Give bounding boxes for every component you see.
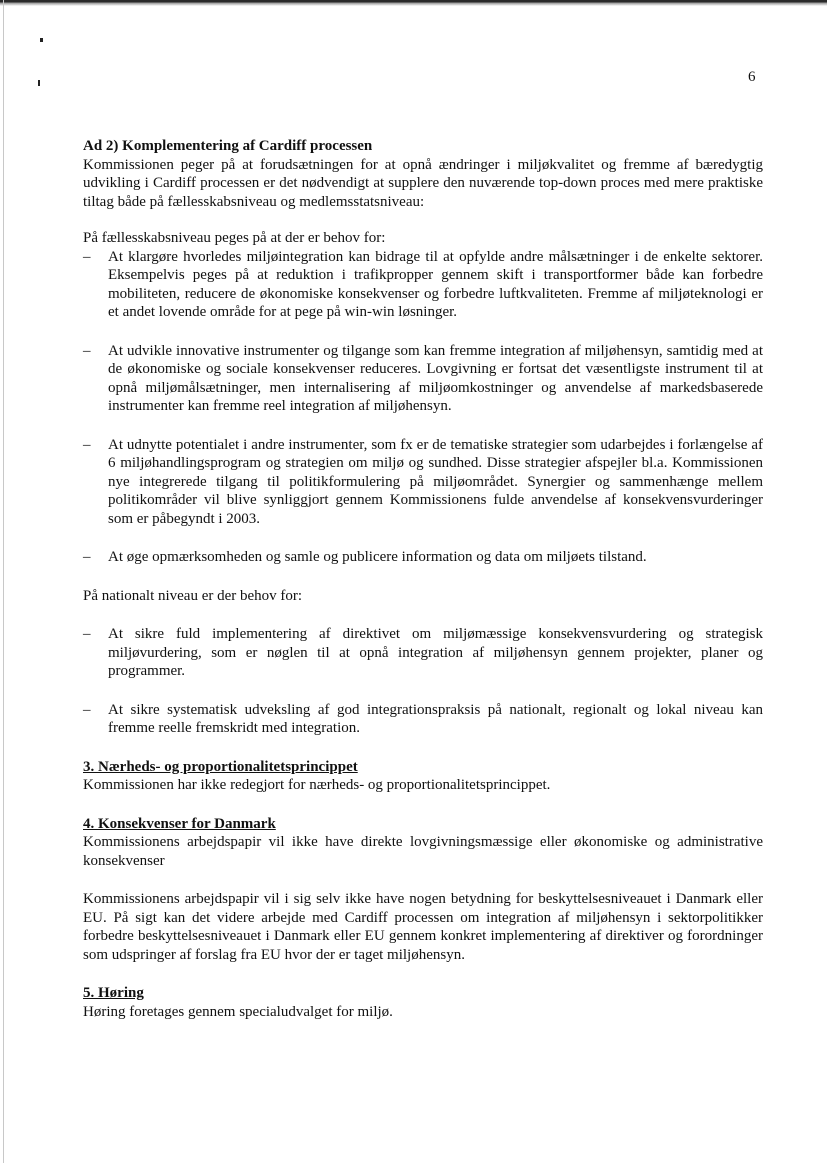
list-item	[83, 701, 763, 738]
list-item-text: At klargøre hvorledes miljøintegration kan bidrage til at opfylde andre målsætninger i de enkelte sektorer. Eksempelvis peges på at reduktion i trafikpropper gennem skift i transportformer både kan forbedre mobiliteten, reducere de økonomiske konsekvenser og forbedre luftkvaliteten. Fremme af miljøteknologi er et andet lovende område for at pege på win-win løsninger.	[108, 248, 763, 320]
scan-speck	[40, 38, 43, 42]
page-number: 6	[748, 69, 756, 85]
section-heading-subsidiarity: 3. Nærheds- og proportionalitetsprincippet	[83, 758, 358, 775]
consequences-paragraph-2: Kommissionens arbejdspapir vil i sig selv ikke have nogen betydning for beskyttelsesniveauet i Danmark eller EU. På sigt kan det videre arbejde med Cardiff processen om integration af miljøhensyn i sektorpolitikker forbedre beskyttelsesniveauet i Danmark eller EU gennem konkret implementering af direktiver og forordninger som udspringer af forslag fra EU hvor der er taget miljøhensyn.	[83, 891, 763, 963]
bullet-dash: –	[83, 549, 91, 565]
scan-top-edge	[0, 0, 827, 6]
list-item	[83, 248, 763, 322]
bullet-dash: –	[83, 436, 91, 453]
bullet-dash: –	[83, 342, 91, 359]
list-item-text: At udnytte potentialet i andre instrumenter, som fx er de tematiske strategier som udarbejdes i forlængelse af 6 miljøhandlingsprogram og strategien om miljø og sundhed. Disse strategier afspejler bl.a. Kommissionen nye integrerede tilgang til politikformulering på miljøområdet. Synergier og sammenhænge mellem politikområder vil blive synliggjort gennem Kommissionens fulde anvendelse af konsekvensvurderinger som er påbegyndt i 2003.	[108, 436, 763, 527]
hearing-paragraph: Høring foretages gennem specialudvalget for miljø.	[83, 1003, 393, 1020]
subsidiarity-paragraph: Kommissionen har ikke redegjort for nærheds- og proportionalitetsprincippet.	[83, 777, 551, 793]
section-heading-cardiff: Ad 2) Komplementering af Cardiff processen	[83, 138, 373, 154]
section-heading-hearing: 5. Høring	[83, 985, 144, 1001]
bullet-dash: –	[83, 626, 91, 642]
list-item	[83, 548, 763, 567]
list-item-text: At udvikle innovative instrumenter og tilgange som kan fremme integration af miljøhensyn, samtidig med at de økonomiske og sociale konsekvenser reduceres. Lovgivning er fortsat det væsentligste instrument til at opnå miljømålsætninger, men internalisering af miljøomkostninger og anvendelse af markedsbaserede instrumenter kan fremme reel integration af miljøhensyn.	[108, 342, 763, 414]
list-item-text: At sikre systematisk udveksling af god integrationspraksis på nationalt, regionalt og lokal niveau kan fremme reelle fremskridt med integration.	[108, 701, 763, 736]
bullet-dash: –	[83, 701, 91, 718]
document-body	[83, 137, 763, 1021]
list-item	[83, 342, 763, 416]
national-level-lead: På nationalt niveau er der behov for:	[83, 587, 303, 604]
section-heading-consequences: 4. Konsekvenser for Danmark	[83, 815, 276, 832]
list-item-text: At øge opmærksomheden og samle og publicere information og data om miljøets tilstand.	[108, 549, 647, 565]
eu-level-lead: På fællesskabsniveau peges på at der er behov for:	[83, 230, 386, 246]
consequences-paragraph-1: Kommissionens arbejdspapir vil ikke have direkte lovgivningsmæssige eller økonomiske og administrative konsekvenser	[83, 834, 763, 869]
scan-speck	[38, 80, 40, 86]
scan-left-edge	[3, 0, 4, 1163]
list-item-text: At sikre fuld implementering af direktivet om miljømæssige konsekvensvurdering og strategisk miljøvurdering, som er nøglen til at opnå integration af miljøhensyn gennem projekter, planer og programmer.	[108, 626, 763, 679]
list-item	[83, 625, 763, 681]
cardiff-intro-paragraph: Kommissionen peger på at forudsætningen for at opnå ændringer i miljøkvalitet og fremme af bæredygtig udvikling i Cardiff processen er det nødvendigt at supplere den nuværende top-down proces med mere praktiske tiltag både på fællesskabsniveau og medlemsstatsniveau:	[83, 156, 763, 210]
bullet-dash: –	[83, 248, 91, 265]
list-item	[83, 436, 763, 529]
